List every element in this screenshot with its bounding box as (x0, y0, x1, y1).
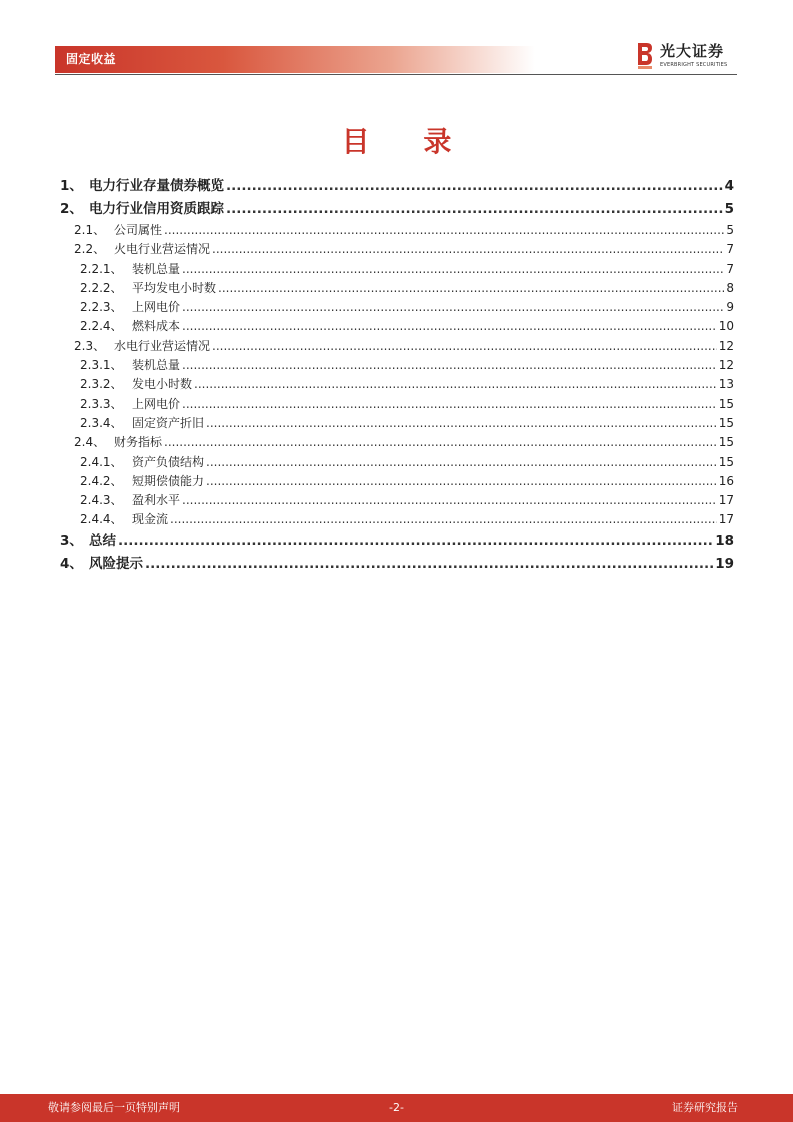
toc-entry[interactable] (60, 279, 734, 298)
toc-entry[interactable] (60, 395, 734, 414)
toc-entry-title: 风险提示 (89, 555, 143, 572)
toc-entry-page: 4 (724, 178, 734, 194)
toc-entry-page: 12 (718, 358, 734, 373)
toc-entry-number: 2.4.4、 (80, 512, 123, 527)
toc-dot-leader (145, 553, 713, 576)
toc-entry[interactable] (60, 260, 734, 279)
toc-entry[interactable] (60, 175, 734, 198)
toc-dot-leader (118, 530, 713, 553)
toc-entry[interactable] (60, 298, 734, 317)
toc-entry-title: 上网电价 (132, 396, 181, 411)
toc-entry-title: 平均发电小时数 (132, 280, 217, 295)
toc-entry-page: 13 (718, 377, 734, 392)
toc-entry[interactable] (60, 337, 734, 356)
toc-entry-number: 2.2.2、 (80, 280, 123, 295)
toc-entry[interactable] (60, 472, 734, 491)
toc-dot-leader (164, 221, 724, 240)
toc-entry-page: 10 (718, 319, 734, 334)
toc-entry-page: 5 (724, 201, 734, 217)
toc-dot-leader (182, 356, 717, 375)
toc-entry-title: 公司属性 (114, 223, 163, 237)
footer-bar (0, 1094, 793, 1122)
toc-entry-page: 15 (718, 396, 734, 411)
toc-dot-leader (212, 240, 724, 259)
toc-entry-number: 2.2.4、 (80, 319, 123, 334)
toc-entry-page: 16 (718, 473, 734, 488)
toc-dot-leader (206, 472, 717, 491)
toc-entry-title: 装机总量 (132, 261, 181, 276)
toc-entry[interactable] (60, 375, 734, 394)
toc-entry-page: 15 (718, 415, 734, 430)
toc-entry-title: 电力行业信用资质跟踪 (89, 201, 224, 217)
toc-entry[interactable] (60, 510, 734, 529)
toc-entry-number: 2.2.3、 (80, 300, 123, 315)
toc-entry-number: 2.3、 (74, 338, 106, 353)
section-label: 固定收益 (66, 52, 117, 66)
toc-entry-number: 2、 (60, 201, 83, 217)
toc-dot-leader (212, 337, 717, 356)
toc-dot-leader (182, 491, 717, 510)
toc-entry-page: 18 (715, 532, 734, 549)
toc-entry-title: 水电行业营运情况 (114, 338, 211, 353)
toc-entry-page: 7 (726, 242, 734, 257)
toc-entry[interactable] (60, 491, 734, 510)
toc-entry-number: 2.1、 (74, 223, 106, 237)
toc-dot-leader (206, 414, 717, 433)
toc-entry-title: 电力行业存量债券概览 (89, 178, 224, 194)
toc-dot-leader (218, 279, 724, 298)
toc-entry-number: 2.4.3、 (80, 493, 123, 508)
toc-entry-title: 火电行业营运情况 (114, 242, 211, 257)
toc-entry[interactable] (60, 198, 734, 221)
toc-entry[interactable] (60, 240, 734, 259)
toc-entry-page: 15 (718, 454, 734, 469)
toc-entry-number: 2.3.4、 (80, 415, 123, 430)
footer-page-number: -2- (389, 1101, 404, 1114)
toc-entry-number: 2.3.2、 (80, 377, 123, 392)
toc-entry-page: 19 (715, 555, 734, 572)
toc-entry[interactable] (60, 414, 734, 433)
toc-entry[interactable] (60, 530, 734, 553)
toc-entry-number: 2.3.1、 (80, 358, 123, 373)
toc-entry-number: 2.2、 (74, 242, 106, 257)
toc-entry-page: 8 (726, 280, 734, 295)
toc-entry-title: 现金流 (132, 512, 169, 527)
table-of-contents (60, 175, 734, 576)
toc-entry-title: 资产负债结构 (132, 454, 205, 469)
footer-disclaimer[interactable]: 敬请参阅最后一页特别声明 (48, 1101, 180, 1114)
toc-entry-title: 盈利水平 (132, 493, 181, 508)
toc-entry[interactable] (60, 453, 734, 472)
toc-entry-number: 1、 (60, 178, 83, 194)
toc-entry-number: 2.4、 (74, 435, 106, 450)
toc-entry-page: 15 (718, 435, 734, 450)
toc-entry-number: 3、 (60, 532, 83, 549)
toc-entry-title: 上网电价 (132, 300, 181, 315)
toc-dot-leader (194, 375, 717, 394)
toc-entry-number: 2.3.3、 (80, 396, 123, 411)
toc-entry-title: 燃料成本 (132, 319, 181, 334)
toc-entry-number: 4、 (60, 555, 83, 572)
toc-dot-leader (182, 260, 724, 279)
brand-logo (636, 41, 736, 73)
toc-entry-page: 17 (718, 493, 734, 508)
toc-entry-page: 9 (726, 300, 734, 315)
toc-entry-number: 2.4.1、 (80, 454, 123, 469)
toc-entry-title: 装机总量 (132, 358, 181, 373)
toc-entry-page: 12 (718, 338, 734, 353)
toc-entry[interactable] (60, 433, 734, 452)
toc-entry[interactable] (60, 553, 734, 576)
toc-entry-page: 5 (726, 223, 734, 237)
toc-entry-number: 2.2.1、 (80, 261, 123, 276)
toc-dot-leader (170, 510, 717, 529)
toc-entry-title: 固定资产折旧 (132, 415, 205, 430)
toc-dot-leader (206, 453, 717, 472)
brand-name-cn: 光大证券 (660, 42, 725, 60)
toc-entry-page: 17 (718, 512, 734, 527)
toc-entry-title: 短期偿债能力 (132, 473, 205, 488)
toc-entry-number: 2.4.2、 (80, 473, 123, 488)
header-divider (55, 74, 737, 75)
toc-dot-leader (164, 433, 717, 452)
toc-entry-title: 总结 (89, 532, 116, 549)
toc-dot-leader (226, 198, 723, 221)
toc-dot-leader (182, 317, 717, 336)
toc-dot-leader (182, 298, 724, 317)
toc-entry[interactable] (60, 221, 734, 240)
header-band (55, 46, 535, 73)
toc-entry[interactable] (60, 356, 734, 375)
toc-title: 目 录 (341, 125, 474, 158)
toc-entry-page: 7 (726, 261, 734, 276)
toc-dot-leader (182, 395, 717, 414)
everbright-logo-icon (636, 41, 654, 71)
brand-name-en: EVERBRIGHT SECURITIES (660, 62, 728, 68)
toc-entry-title: 发电小时数 (132, 377, 193, 392)
toc-entry-title: 财务指标 (114, 435, 163, 450)
toc-entry[interactable] (60, 317, 734, 336)
footer-report-type: 证券研究报告 (672, 1101, 738, 1114)
toc-dot-leader (226, 175, 723, 198)
